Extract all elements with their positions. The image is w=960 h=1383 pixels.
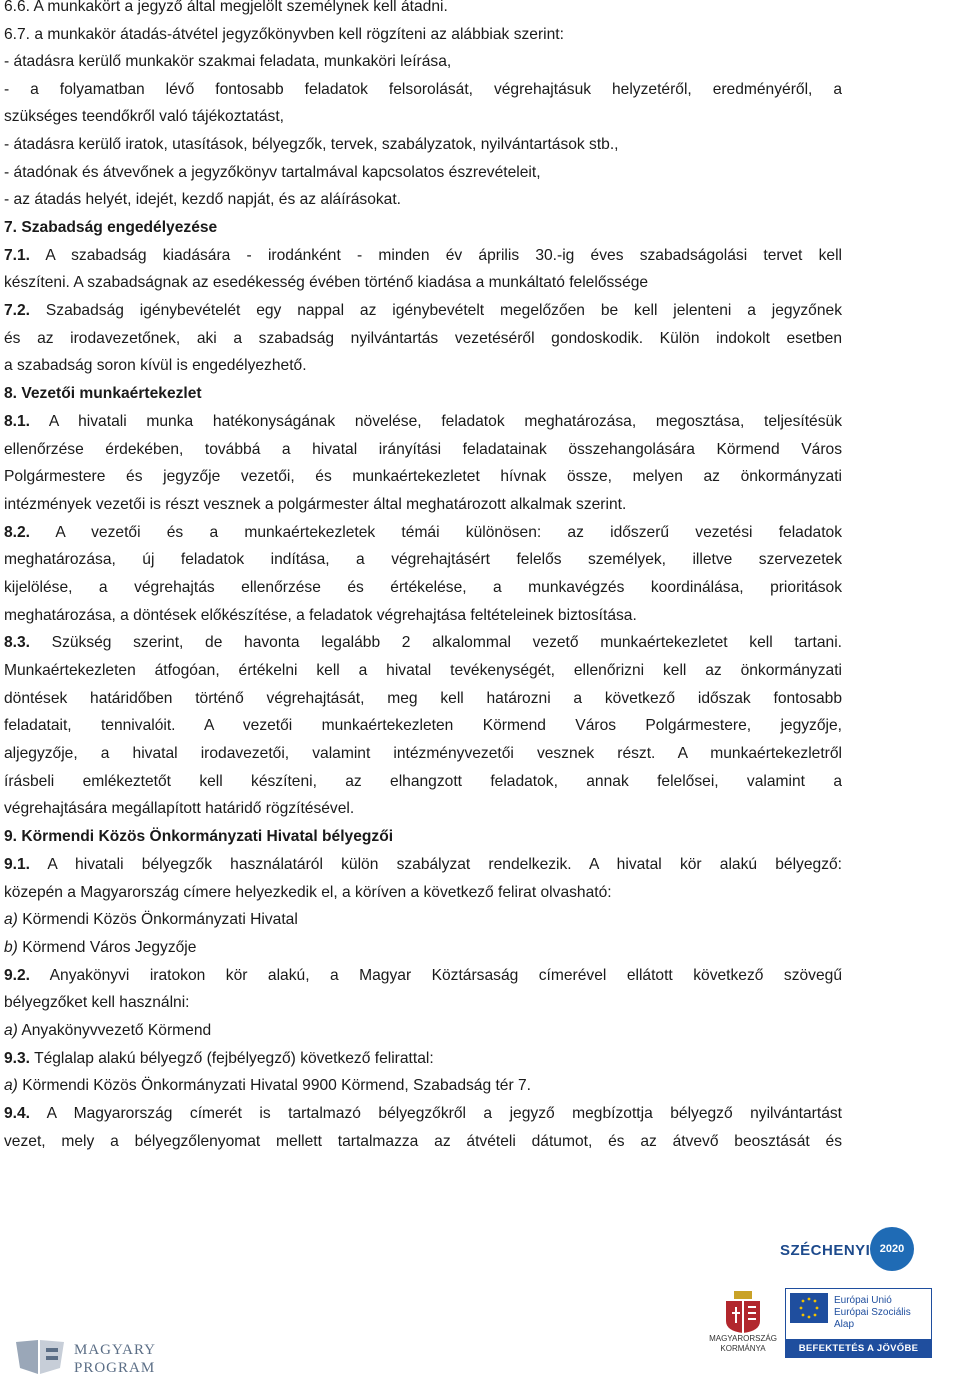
text-line: 9.1. A hivatali bélyegzők használatáról külön szabályzat rendelkezik. A hivatal kör alakú bélyegző: <box>4 856 842 873</box>
text-line: b) Körmend Város Jegyzője <box>4 939 197 956</box>
text-line: készíteni. A szabadságnak az esedékesség évében történő kiadása a munkáltató felelőssége <box>4 274 649 291</box>
text-line: 8.3. Szükség szerint, de havonta legalább 2 alkalommal vezető munkaértekezletet kell tartani. <box>4 634 842 651</box>
hungary-crest-icon <box>712 1287 774 1377</box>
text-line: kijelölése, a végrehajtás ellenőrzése és értékelése, a munkavégzés koordinálása, prioritások <box>4 579 842 596</box>
government-label <box>707 1334 779 1354</box>
magyary-line1: MAGYARY <box>74 1342 157 1358</box>
text-line: 9.3. Téglalap alakú bélyegző (fejbélyegző) következő felirattal: <box>4 1050 434 1067</box>
text-line: 7.1. A szabadság kiadására - irodánként - minden év április 30.-ig éves szabadságolási tervet kell <box>4 247 842 264</box>
section-heading: 9. Körmendi Közös Önkormányzati Hivatal bélyegzői <box>4 828 394 845</box>
szechenyi-2020-logo <box>780 1227 920 1282</box>
text-line: végrehajtására megállapított határidő rögzítésével. <box>4 800 355 817</box>
crest-line1: MAGYARORSZÁG <box>709 1334 777 1343</box>
text-line: - átadónak és átvevőnek a jegyzőkönyv tartalmával kapcsolatos észrevételeit, <box>4 164 541 181</box>
text-line: meghatározása, új feladatok indítása, a végrehajtásért felelős személyek, illetve szervezetek <box>4 551 842 568</box>
text-line: bélyegzőket kell használni: <box>4 994 190 1011</box>
text-line: közepén a Magyarország címere helyezkedik el, a köríven a következő felirat olvasható: <box>4 884 612 901</box>
text-line: 8.1. A hivatali munka hatékonyságának növelése, feladatok meghatározása, megosztása, teljesítésük <box>4 413 842 430</box>
text-line: 6.7. a munkakör átadás-átvétel jegyzőkönyvben kell rögzíteni az alábbiak szerint: <box>4 26 564 43</box>
text-line: intézmények vezetői is részt vesznek a polgármester által meghatározott alkalmak szerint. <box>4 496 627 513</box>
text-line: döntések határidőben történő végrehajtását, meg kell határozni a következő időszak fontosabb <box>4 690 842 707</box>
text-line: a) Anyakönyvvezető Körmend <box>4 1022 212 1039</box>
text-line: ellenőrzése érdekében, továbbá a hivatal irányítási feladatainak összehangolására Körmend Város <box>4 441 842 458</box>
magyary-emblem-icon <box>8 1338 70 1378</box>
text-line: Polgármestere és jegyzője vezetői, és munkaértekezletet hívnak össze, melyen az önkormányzati <box>4 468 842 485</box>
text-line: írásbeli emlékeztetőt kell készíteni, az elhangzott feladatok, annak felelősei, valamint a <box>4 773 842 790</box>
text-line: 9.4. A Magyarország címerét is tartalmazó bélyegzőkről a jegyző megbízottja bélyegző nyilvántartást <box>4 1105 842 1122</box>
text-line: aljegyzője, a hivatal irodavezetői, valamint intézményvezetői vesznek részt. A munkaértekezletről <box>4 745 842 762</box>
text-line: - a folyamatban lévő fontosabb feladatok felsorolását, végrehajtásuk helyzetéről, eredményéről, a <box>4 81 842 98</box>
text-line: - az átadás helyét, idejét, kezdő napját, és az aláírásokat. <box>4 191 402 208</box>
text-line: és az irodavezetőnek, aki a szabadság nyilvántartás vezetéséről gondoskodik. Külön indokolt esetben <box>4 330 842 347</box>
eu-logo <box>785 1288 932 1340</box>
eu-line3: Alap <box>834 1319 855 1330</box>
text-line: 8.2. A vezetői és a munkaértekezletek témái különösen: az időszerű vezetési feladatok <box>4 524 842 541</box>
text-line: szükséges teendőkről való tájékoztatást, <box>4 108 284 125</box>
text-line: 7.2. Szabadság igénybevételét egy nappal az igénybevételt megelőzően be kell jelenteni a jegyzőnek <box>4 302 842 319</box>
text-line: - átadásra kerülő munkakör szakmai feladata, munkaköri leírása, <box>4 53 452 70</box>
section-heading: 7. Szabadság engedélyezése <box>4 219 218 236</box>
section-heading: 8. Vezetői munkaértekezlet <box>4 385 202 402</box>
eu-line1: Európai Unió <box>834 1295 892 1306</box>
text-line: Munkaértekezleten átfogóan, értékelni kell a hivatal tevékenységét, ellenőrizni kell az önkormányzati <box>4 662 842 679</box>
szechenyi-label: SZÉCHENYI <box>780 1242 871 1259</box>
crest-line2: KORMÁNYA <box>720 1344 766 1353</box>
eu-line2: Európai Szociális <box>834 1307 911 1318</box>
text-line: a) Körmendi Közös Önkormányzati Hivatal <box>4 911 298 928</box>
eu-flag-icon <box>790 1293 828 1323</box>
text-line: meghatározása, a döntések előkészítése, a feladatok végrehajtása feltételeinek biztosítása. <box>4 607 637 624</box>
text-line: feladatait, tennivalóit. A vezetői munkaértekezleten Körmend Város Polgármestere, jegyzője, <box>4 717 842 734</box>
szechenyi-year-badge: 2020 <box>870 1227 914 1271</box>
text-line: 6.6. A munkakört a jegyző által megjelölt személynek kell átadni. <box>4 0 448 15</box>
text-line: 9.2. Anyakönyvi iratokon kör alakú, a Magyar Köztársaság címerével ellátott következő szövegű <box>4 967 842 984</box>
future-investment-banner: BEFEKTETÉS A JÖVŐBE <box>785 1339 932 1358</box>
text-line: a) Körmendi Közös Önkormányzati Hivatal 9900 Körmend, Szabadság tér 7. <box>4 1077 531 1094</box>
text-line: a szabadság soron kívül is engedélyezhető. <box>4 357 307 374</box>
magyary-line2: PROGRAM <box>74 1360 156 1376</box>
text-line: vezet, mely a bélyegzőlenyomat mellett tartalmazza az átvételi dátumot, és az átvevő beosztását és <box>4 1133 842 1150</box>
text-line: - átadásra kerülő iratok, utasítások, bélyegzők, tervek, szabályzatok, nyilvántartások stb., <box>4 136 619 153</box>
magyary-program-logo <box>8 1338 168 1380</box>
